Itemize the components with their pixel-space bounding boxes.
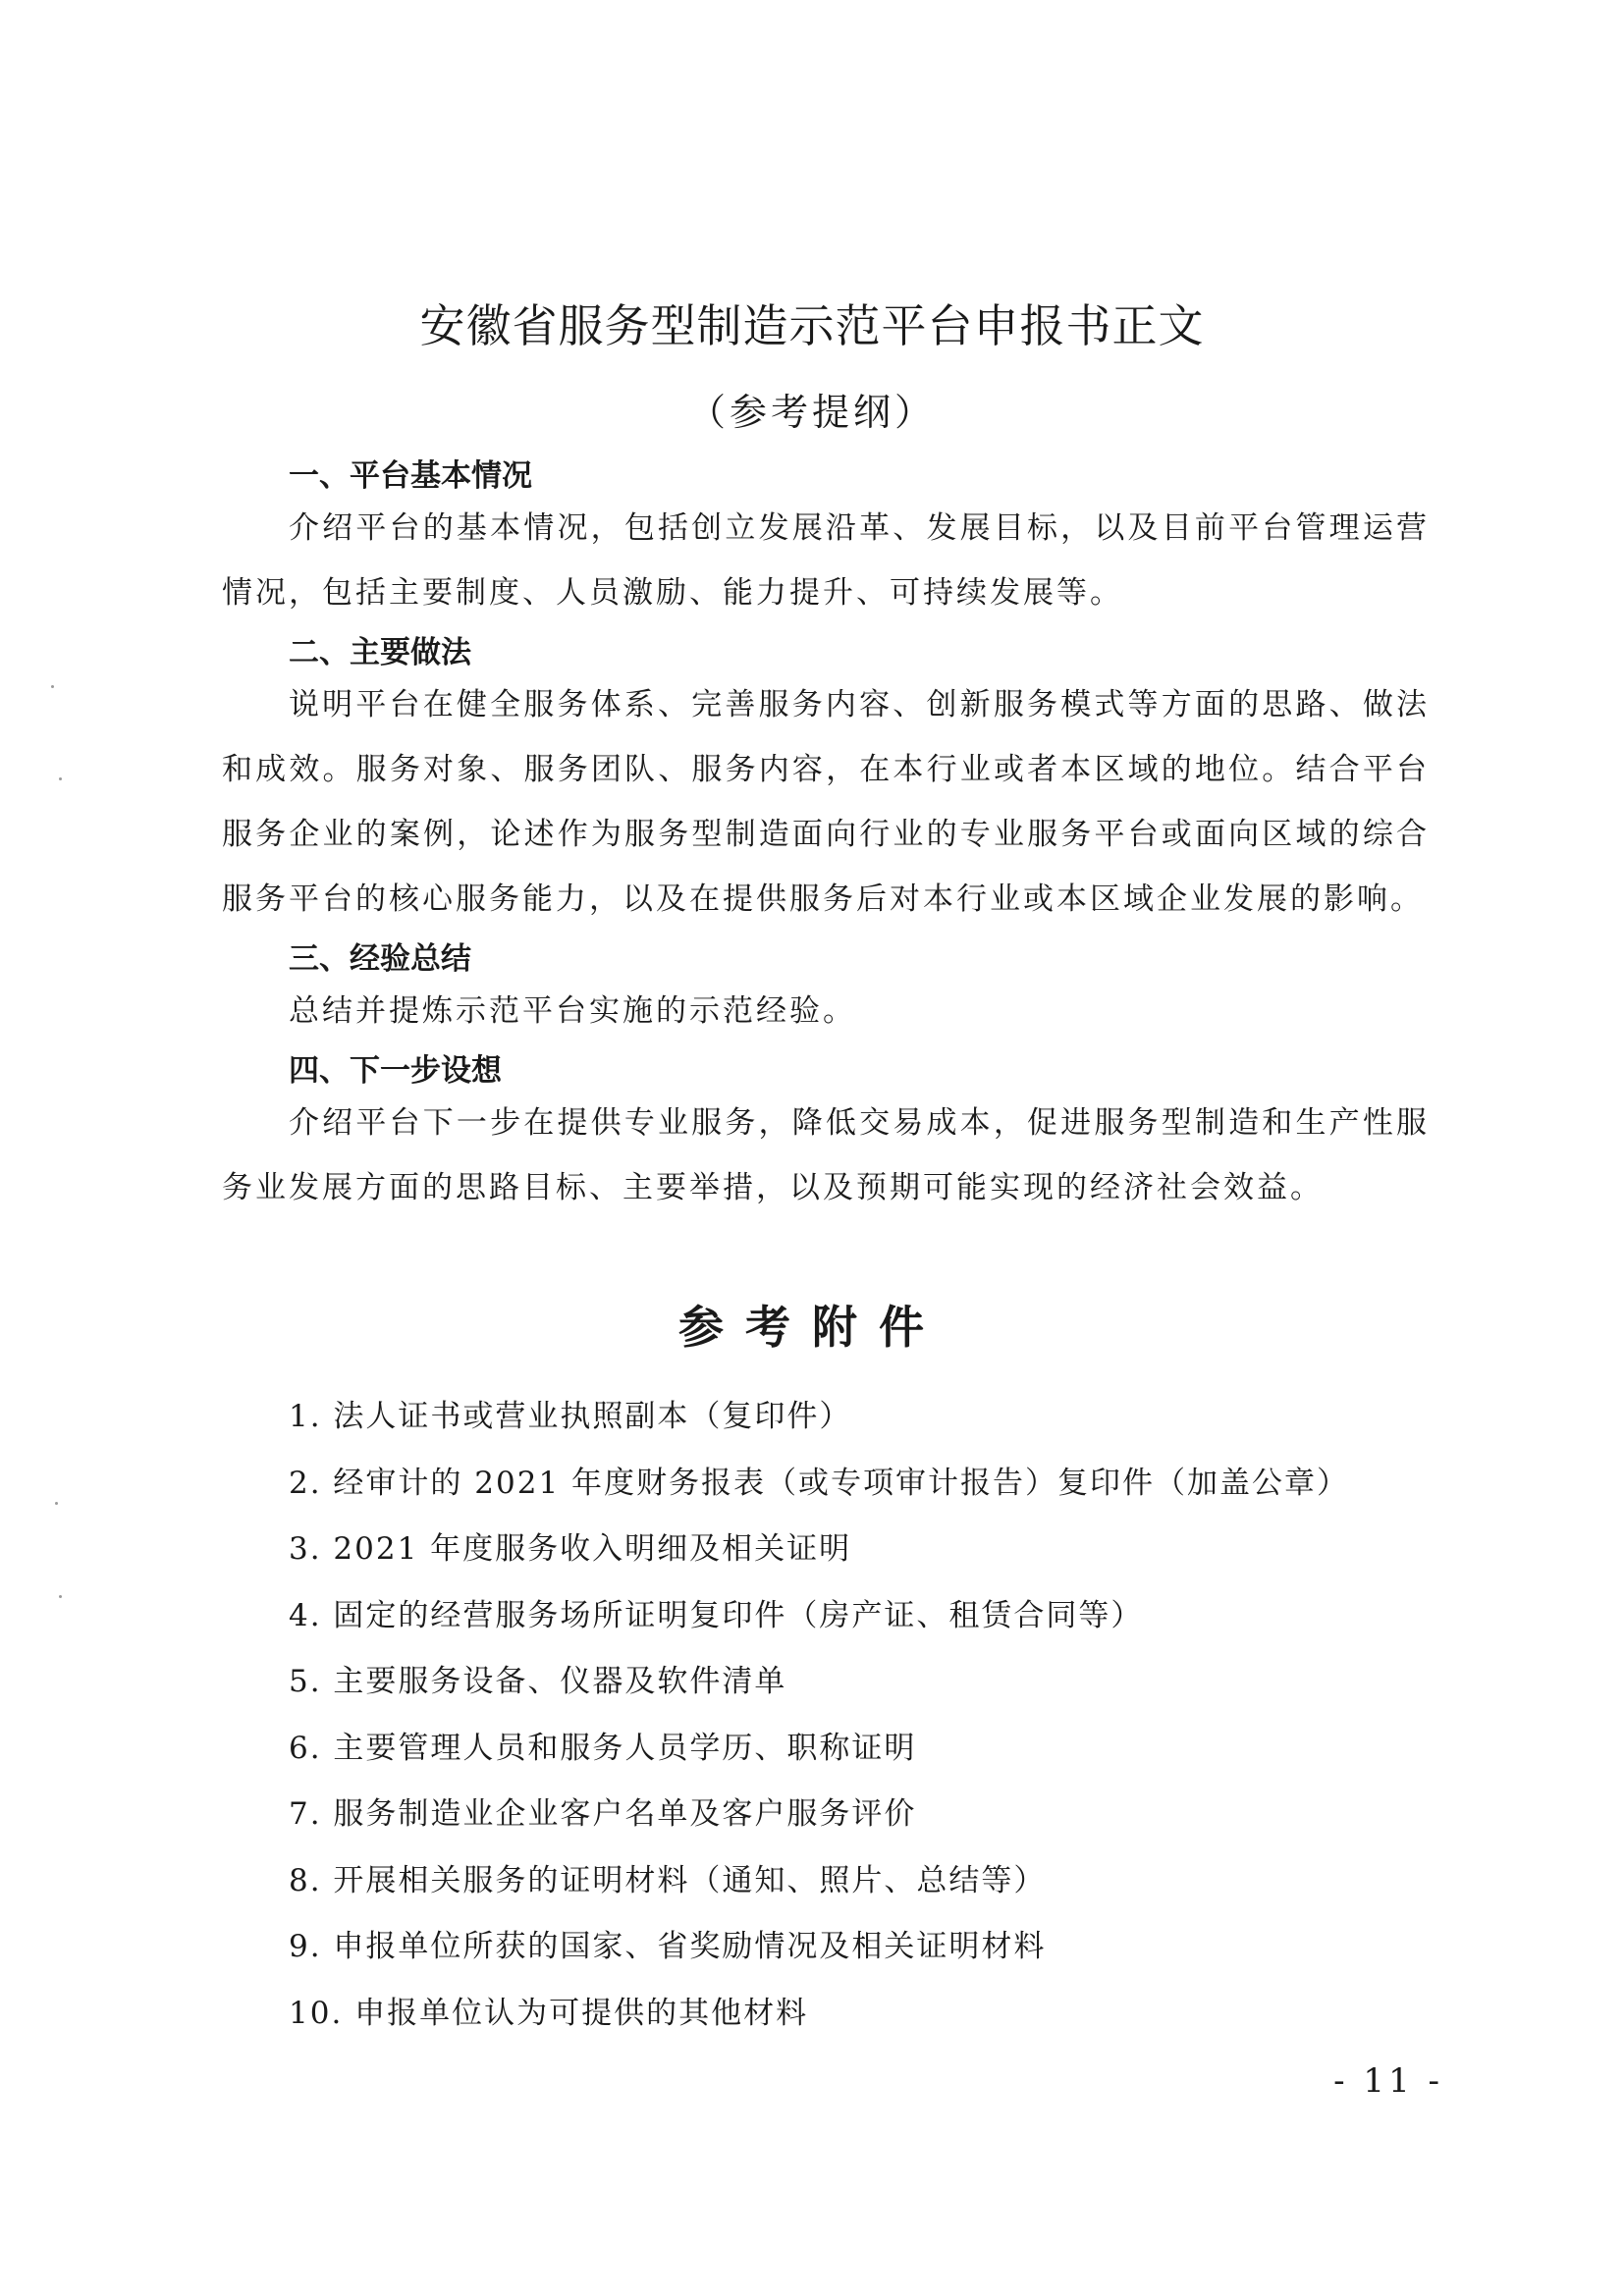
attachment-item: 8. 开展相关服务的证明材料（通知、照片、总结等） — [289, 1862, 1047, 1898]
attachment-item: 7. 服务制造业企业客户名单及客户服务评价 — [289, 1796, 917, 1832]
outline-body — [222, 456, 1430, 1228]
page-number: - 11 - — [1333, 2061, 1443, 2101]
attachment-item: 2. 经审计的 2021 年度财务报表（或专项审计报告）复印件（加盖公章） — [289, 1465, 1350, 1501]
section-paragraph: 总结并提炼示范平台实施的示范经验。 — [289, 993, 856, 1029]
attachment-item: 3. 2021 年度服务收入明细及相关证明 — [289, 1531, 852, 1567]
attachment-item: 6. 主要管理人员和服务人员学历、职称证明 — [289, 1730, 917, 1766]
section-3 — [222, 939, 1430, 1043]
scan-speck — [51, 685, 54, 688]
attachment-item: 9. 申报单位所获的国家、省奖励情况及相关证明材料 — [289, 1929, 1047, 1964]
section-heading: 一、平台基本情况 — [289, 458, 532, 494]
document-subtitle: （参考提纲） — [687, 391, 936, 434]
section-paragraph: 介绍平台的基本情况，包括创立发展沿革、发展目标，以及目前平台管理运营情况，包括主要制度、人员激励、能力提升、可持续发展等。 — [222, 510, 1430, 611]
section-paragraph: 介绍平台下一步在提供专业服务，降低交易成本，促进服务型制造和生产性服务业发展方面的思路目标、主要举措，以及预期可能实现的经济社会效益。 — [222, 1105, 1430, 1205]
section-1 — [222, 456, 1430, 625]
attachment-item: 4. 固定的经营服务场所证明复印件（房产证、租赁合同等） — [289, 1597, 1144, 1633]
section-heading: 三、经验总结 — [289, 941, 471, 977]
appendix-title: 参考附件 — [678, 1301, 946, 1354]
scan-speck — [55, 1502, 58, 1505]
section-heading: 二、主要做法 — [289, 635, 471, 670]
attachment-list — [289, 1384, 1447, 2047]
attachment-item: 1. 法人证书或营业执照副本（复印件） — [289, 1399, 852, 1434]
section-4 — [222, 1051, 1430, 1220]
scan-speck — [59, 777, 62, 780]
scan-speck — [59, 1595, 62, 1598]
document-title: 安徽省服务型制造示范平台申报书正文 — [419, 299, 1205, 352]
attachment-item: 10. 申报单位认为可提供的其他材料 — [289, 1995, 809, 2031]
section-heading: 四、下一步设想 — [289, 1053, 502, 1089]
section-2 — [222, 633, 1430, 932]
attachment-item: 5. 主要服务设备、仪器及软件清单 — [289, 1664, 787, 1699]
section-paragraph: 说明平台在健全服务体系、完善服务内容、创新服务模式等方面的思路、做法和成效。服务对象、服务团队、服务内容，在本行业或者本区域的地位。结合平台服务企业的案例，论述作为服务型制造面向行业的专业服务平台或面向区域的综合服务平台的核心服务能力，以及在提供服务后对本行业或本区域企业发展的影响。 — [222, 687, 1430, 917]
